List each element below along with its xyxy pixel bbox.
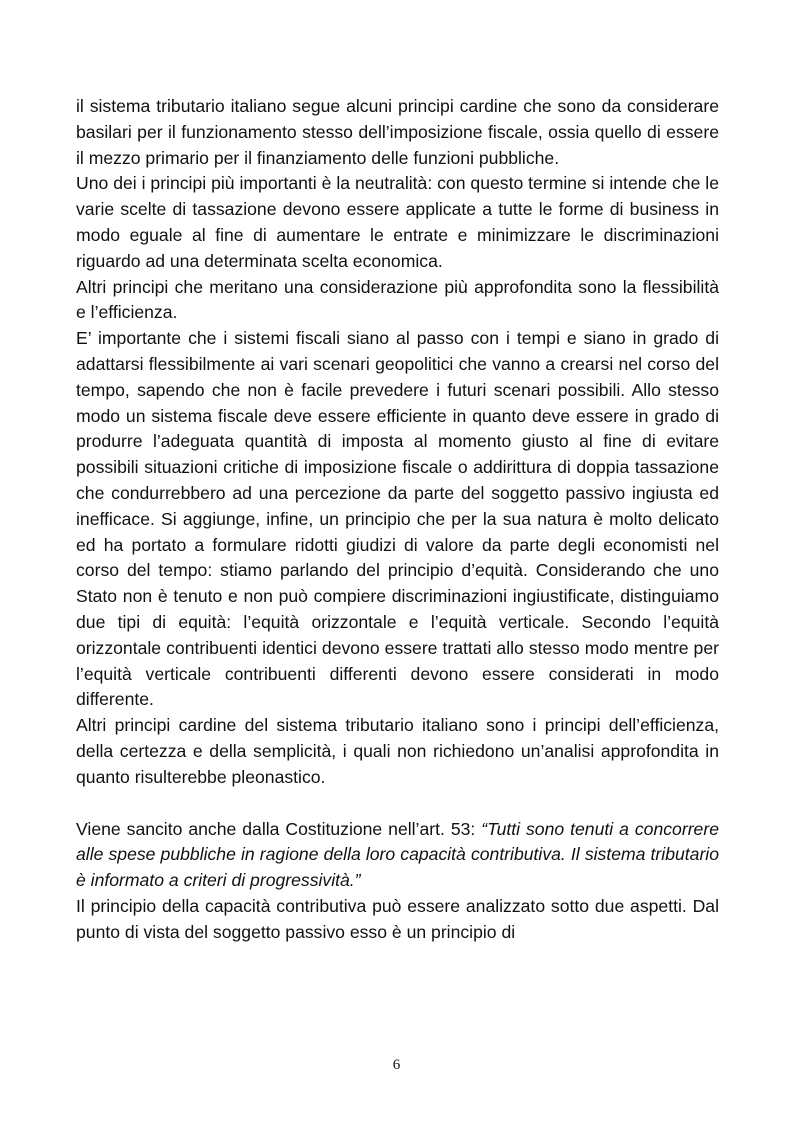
page-number: 6 (392, 1057, 401, 1073)
paragraph-principi-cardine: il sistema tributario italiano segue alcuni principi cardine che sono da considerare basilari per il funzionamento stesso dell’imposizione fiscale, ossia quello di essere il mezzo primario per il finanziamento delle funzioni pubbliche. (76, 96, 719, 168)
paragraph-neutralita: Uno dei i principi più importanti è la neutralità: con questo termine si intende che le varie scelte di tassazione devono essere applicate a tutte le forme di business in modo eguale al fine di aumentare le entrate e minimizzare le discriminazioni riguardo ad una determinata scelta economica. (76, 173, 719, 271)
paragraph-altri-principi: Altri principi cardine del sistema tributario italiano sono i principi dell’efficienza, della certezza e della semplicità, i quali non richiedono un’analisi approfondita in quanto risulterebbe pleonastico. (76, 715, 719, 787)
constitution-quote: “Tutti sono tenuti a concorrere alle spese pubbliche in ragione della loro capacità contributiva. Il sistema tributario è informato a criteri di progressività.” (76, 818, 719, 891)
document-body (76, 94, 719, 946)
constitution-intro: Viene sancito anche dalla Costituzione nell’art. 53: (76, 818, 482, 839)
paragraph-costituzione (76, 817, 719, 894)
paragraph-sistemi-fiscali: E’ importante che i sistemi fiscali siano al passo con i tempi e siano in grado di adattarsi flessibilmente ai vari scenari geopolitici che vanno a crearsi nel corso del tempo, sapendo che non è facile prevedere i futuri scenari possibili. Allo stesso modo un sistema fiscale deve essere efficiente in quanto deve essere in grado di produrre l’adeguata quantità di imposta al momento giusto al fine di evitare possibili situazioni critiche di imposizione fiscale o addirittura di doppia tassazione che condurrebbero ad una percezione da parte del soggetto passivo ingiusta ed inefficace. Si aggiunge, infine, un principio che per la sua natura è molto delicato ed ha portato a formulare ridotti giudizi di valore da parte degli economisti nel corso del tempo: stiamo parlando del principio d’equità. Considerando che uno Stato non è tenuto e non può compiere discriminazioni ingiustificate, distinguiamo due tipi di equità: l’equità orizzontale e l’equità verticale. Secondo l’equità orizzontale contribuenti identici devono essere trattati allo stesso modo mentre per l’equità verticale contribuenti differenti devono essere considerati in modo differente. (76, 328, 719, 710)
paragraph-capacita-contributiva: Il principio della capacità contributiva può essere analizzato sotto due aspetti. Dal punto di vista del soggetto passivo esso è un principio di (76, 895, 719, 942)
paragraph-flessibilita-efficienza: Altri principi che meritano una considerazione più approfondita sono la flessibilità e l’efficienza. (76, 276, 719, 323)
